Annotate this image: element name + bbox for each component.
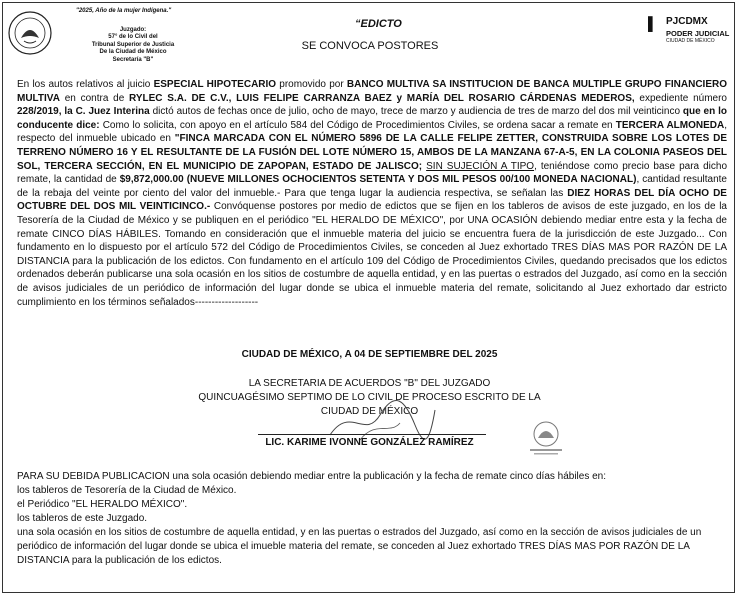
signature-date: CIUDAD DE MÉXICO, A 04 DE SEPTIEMBRE DEL 2025: [241, 349, 498, 360]
pjcdmx-logo: [648, 14, 730, 44]
logo-subtitle-small: CIUDAD DE MÉXICO: [666, 38, 715, 44]
body-bold: 228/2019, la C. Juez Interina: [17, 106, 150, 118]
publication-instructions: [17, 470, 727, 568]
logo-subtitle: PODER JUDICIAL: [666, 29, 730, 38]
body-text: Como lo solicita, con apoyo en el artículo 584 del Código de Procedimientos Civiles, se ordena sacar a remate en: [99, 119, 616, 131]
court-line: 57° de lo Civil del: [108, 34, 158, 41]
body-underline: SIN SUJECIÓN A TIPO: [426, 160, 535, 172]
edicto-title: “EDICTO: [355, 18, 402, 30]
publication-line: los tableros de Tesorería de la Ciudad de México.: [17, 485, 237, 496]
body-bold: ESPECIAL HIPOTECARIO: [153, 79, 277, 90]
body-bold: "FINCA MARCADA CON EL NÚMERO 5896 DE LA CALLE FELIPE ZETTER, CONSTRUIDA SOBRE LOS LOTES DE TERRENO NÚMERO 16 Y EL RESULTANTE DE LA FUSIÓN DEL LOTE NÚMERO 15, AMBOS DE LA MANZANA 67-A-5, EN LA COLONIA PASEOS DEL SOL, TERCERA SECCIÓN, EN EL MUNICIPIO DE ZAPOPAN, ESTADO DE JALISCO;: [17, 133, 728, 172]
signer-name: LIC. KARIME IVONNE GONZÁLEZ RAMÍREZ: [265, 437, 474, 448]
signature-title-line: LA SECRETARIA DE ACUERDOS "B" DEL JUZGADO: [248, 378, 491, 389]
court-line: Secretaría "B": [112, 56, 154, 63]
signature-title-line: CIUDAD DE MÉXICO: [320, 406, 419, 417]
convoca-subtitle: SE CONVOCA POSTORES: [301, 40, 439, 52]
body-bold: BANCO MULTIVA SA INSTITUCION DE BANCA MULTIPLE GRUPO FINANCIERO MULTIVA: [17, 79, 728, 104]
logo-pj-mark: ▌: [648, 16, 657, 31]
body-text: , respecto del inmueble ubicado en: [17, 119, 727, 145]
court-header: [58, 8, 208, 65]
body-bold: RYLEC S.A. DE C.V., LUIS FELIPE CARRANZA BAEZ y MARÍA DEL ROSARIO CÁRDENAS MEDEROS,: [129, 92, 635, 104]
publication-line: una sola ocasión en los sitios de costumbre de aquella entidad, y en las puertas o estrados del Juzgado, así como en la sección de avisos judiciales de un periódico de información del lugar donde se ubica el imueble materia del remate, se conceden al Juez exhortado TRES DÍAS MAS POR RAZÓN DE LA DISTANCIA para la publicación de los edictos.: [17, 527, 702, 566]
body-text: , cantidad resultante de la rebaja del veinte por ciento del valor del inmueble.- Para que tenga lugar la audiencia respectiva, se señalan las: [17, 174, 727, 199]
body-bold: TERCERA ALMONEDA: [615, 119, 725, 131]
year-motto: "2025, Año de la mujer Indígena.": [76, 8, 172, 14]
signature-line: [258, 434, 486, 435]
body-bold: $9,872,000.00 (NUEVE MILLONES OCHOCIENTOS SETENTA Y DOS MIL PESOS 00/100 MONEDA NACIONAL): [119, 174, 637, 186]
publication-line: PARA SU DEBIDA PUBLICACION una sola ocasión debiendo mediar entre la publicación y la fecha de remate cinco días hábiles en:: [17, 471, 607, 482]
body-bold: que en lo conducente dice:: [17, 106, 727, 131]
court-line: De la Ciudad de México: [99, 49, 167, 56]
logo-cdmx: PJCDMX: [666, 16, 708, 27]
body-bold: DIEZ HORAS DEL DÍA OCHO DE OCTUBRE DEL DOS MIL VEINTICINCO.-: [17, 187, 727, 213]
body-text: , teniéndose como precio base para dicho remate, la cantidad de: [17, 160, 728, 186]
signature-title-line: QUINCUAGÉSIMO SEPTIMO DE LO CIVIL DE PROCESO ESCRITO DE LA: [198, 392, 541, 403]
body-text: En los autos relativos al juicio: [17, 79, 154, 90]
body-text: dictó autos de fechas once de julio, ocho de mayo, trece de marzo y audiencia de tres de marzo del dos mil veinticinco: [149, 106, 683, 118]
edict-body: [17, 78, 727, 309]
publication-line: el Periódico "EL HERALDO MÉXICO".: [17, 499, 188, 510]
court-stamp-seal: [522, 416, 570, 460]
mexico-coat-of-arms-seal: [7, 10, 53, 56]
court-line: Tribunal Superior de Justicia: [91, 41, 175, 48]
publication-line: los tableros de este Juzgado.: [17, 513, 148, 524]
body-text: Convóquense postores por medio de edictos que se fijen en los tableros de avisos de este juzgado, en los de la Tesorería de la Ciudad de México y se publiquen en el periódico "EL HERALDO DE MÉXICO", por UNA OCASIÓN debiendo mediar entre esta y la fecha de remate CINCO DÍAS HÁBILES. Tomando en consideración que el inmueble materia del juicio se encuentra fuera de la jurisdicción de este Juzgado... Con fundamento en lo dispuesto por el artículo 572 del Código de Procedimientos Civiles, se conceden al Juez exhortado TRES DÍAS MAS POR RAZÓN DE LA DISTANCIA para la publicación de los edictos. Con fundamento en el artículo 109 del Código de Procedimientos Civiles, quedando precisados que los edictos ordenados deberán publicarse una sola ocasión en los sitios de costumbre de aquella entidad, y en las puertas o estrados del Juzgado, así como en la sección de avisos judiciales de un periódico de información del lugar donde se ubica el inmueble materia del remate, solicitando al Juez exhortado dar estricto cumplimiento en los términos señalados-------------------: [17, 201, 727, 308]
body-text: promovido por: [276, 79, 347, 90]
body-text: en contra de: [59, 92, 129, 104]
body-text: expediente número: [634, 92, 727, 104]
court-line: Juzgado:: [119, 26, 147, 33]
